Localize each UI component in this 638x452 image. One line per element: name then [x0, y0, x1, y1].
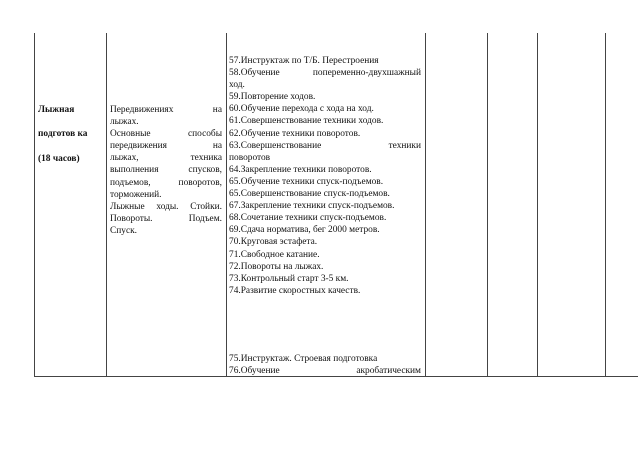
- content-line: Передвижениях на: [110, 105, 222, 115]
- lesson-item: 70.Круговая эстафета.: [229, 237, 318, 248]
- lesson-item: 71.Свободное катание.: [229, 249, 320, 260]
- lesson-item: 59.Повторение ходов.: [229, 92, 316, 103]
- column-divider-6: [605, 33, 606, 377]
- lesson-item: 72.Повороты на лыжах.: [229, 261, 324, 272]
- lesson-item: 62.Обучение техники поворотов.: [229, 128, 361, 139]
- section-hours: (18 часов): [38, 154, 80, 164]
- column-divider-1: [106, 33, 107, 377]
- column-divider-2: [226, 33, 227, 377]
- content-line: Повороты. Подъем.: [110, 213, 222, 224]
- lesson-item: 65.Обучение техники спуск-подъемов.: [229, 176, 384, 187]
- section-title-line2: подготов ка: [38, 129, 88, 139]
- lesson-item: 65.Совершенствование спуск-подъемов.: [229, 189, 390, 200]
- lesson-item: 67.Закрепление техники спуск-подъемов.: [229, 201, 395, 212]
- lesson-item: 68.Сочетание техники спуск-подъемов.: [229, 213, 387, 224]
- content-line: лыжах, техника: [110, 153, 222, 164]
- content-line: лыжах.: [110, 117, 139, 128]
- lesson-item: 74.Развитие скоростных качеств.: [229, 285, 361, 296]
- content-line: Спуск.: [110, 225, 138, 236]
- content-line: выполнения спусков,: [110, 165, 222, 176]
- lesson-list-next: [229, 353, 421, 377]
- lesson-item: 63.Совершенствование техники: [229, 140, 421, 151]
- column-divider-4: [487, 33, 488, 377]
- lesson-item: 76.Обучение акробатическим: [229, 366, 421, 377]
- lesson-item-continued: ход.: [229, 80, 245, 91]
- lesson-item: 58.Обучение попеременно-двухшажный: [229, 68, 421, 79]
- content-line: подъемов, поворотов,: [110, 177, 222, 188]
- lesson-item: 73.Контрольный старт 3-5 км.: [229, 273, 349, 284]
- lesson-item: 64.Закрепление техники поворотов.: [229, 164, 372, 175]
- content-line: торможений.: [110, 189, 162, 200]
- lesson-item: 69.Сдача норматива, бег 2000 метров.: [229, 225, 380, 236]
- content-line: Лыжные ходы. Стойки.: [110, 201, 222, 212]
- section-title-line1: Лыжная: [38, 105, 75, 115]
- content-line: Основные способы: [110, 129, 222, 140]
- lesson-item: 57.Инструктаж по Т/Б. Перестроения: [229, 56, 379, 66]
- lesson-item: 75.Инструктаж. Строевая подготовка: [229, 354, 378, 364]
- lesson-item: 61.Совершенствование техники ходов.: [229, 116, 384, 127]
- content-description: [110, 104, 222, 237]
- table-border-left: [34, 33, 35, 377]
- lesson-item: 60.Обучение перехода с хода на ход.: [229, 104, 374, 115]
- content-line: передвижения на: [110, 141, 222, 152]
- column-divider-5: [537, 33, 538, 377]
- lesson-list: [229, 55, 421, 297]
- column-divider-3: [425, 33, 426, 377]
- lesson-item-continued: поворотов: [229, 152, 271, 163]
